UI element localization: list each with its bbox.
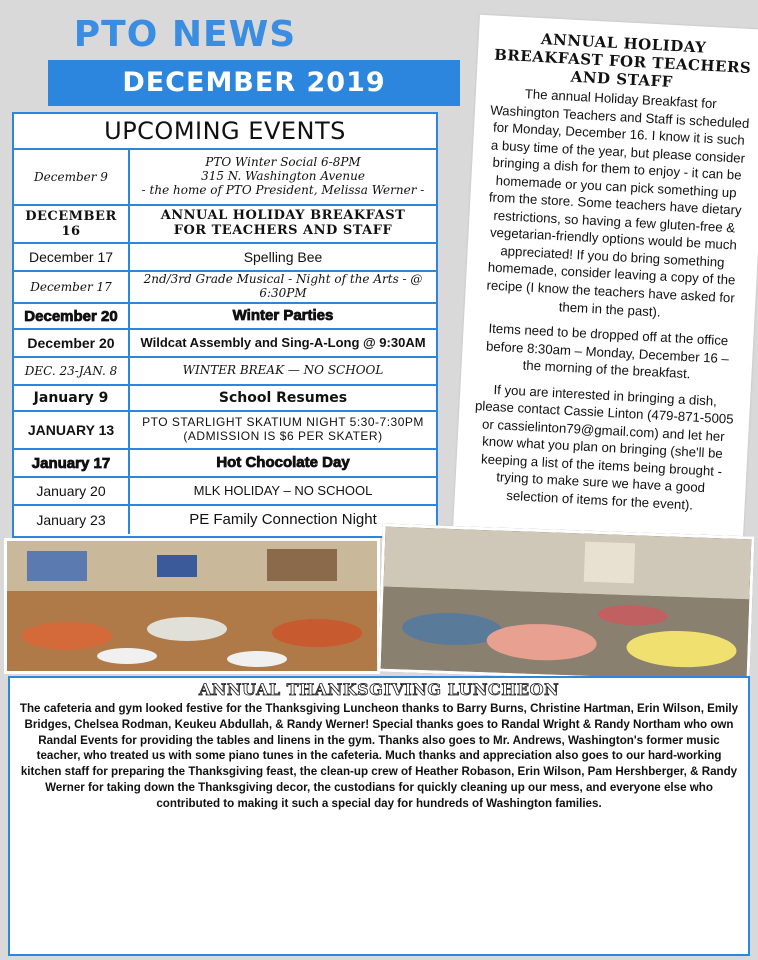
luncheon-text: The cafeteria and gym looked festive for the Thanksgiving Luncheon thanks to Barry Burns, Christine Hartman, Erin Wilson, Emily Bridges, Chelsea Rodman, Keukeu Abdullah, & Randy Werner! Special thanks goes to Randal Wright & Randy Northam who own Randal Events for providing the tables and linens in the gym. Thanks also goes to Mr. Andrews, Washington's former music teacher, who treated us with some piano tunes in the cafeteria. Much thanks and appreciation also goes to our hard-working kitchen staff for preparing the Thanksgiving feast, the clean-up crew of Heather Robason, Erin Wilson, Pam Hershberger, & Randy Werner for taking down the Thanksgiving decor, the custodians for quickly cleaning up our mess, and everyone else who contributed to making it such a special day for hundreds of Washington families. <box>19 702 739 810</box>
event-line: ANNUAL HOLIDAY BREAKFAST <box>160 208 406 224</box>
event-line: PTO STARLIGHT SKATIUM NIGHT 5:30-7:30PM <box>142 415 424 430</box>
event-line: MLK HOLIDAY – NO SCHOOL <box>193 482 373 498</box>
event-date: January 20 <box>14 478 130 504</box>
event-date: December 17 <box>14 272 130 302</box>
event-row <box>14 506 436 534</box>
event-date: JANUARY 13 <box>14 412 130 448</box>
event-desc <box>130 150 436 204</box>
event-row <box>14 358 436 386</box>
event-desc <box>130 358 436 384</box>
event-desc <box>130 330 436 356</box>
event-line: - the home of PTO President, Melissa Werner - <box>141 182 425 197</box>
event-desc <box>130 244 436 270</box>
event-desc <box>130 478 436 504</box>
event-desc <box>130 412 436 448</box>
event-date: DECEMBER 16 <box>14 206 130 242</box>
luncheon-title: ANNUAL THANKSGIVING LUNCHEON <box>198 680 560 699</box>
event-line: WINTER BREAK — NO SCHOOL <box>182 363 384 378</box>
event-date: January 23 <box>14 506 130 534</box>
event-row <box>14 304 436 330</box>
breakfast-paragraph: The annual Holiday Breakfast for Washington Teachers and Staff is scheduled for Monday, December 16. I know it is such a busy time of the year, but please consider bringing a dish for them to enjoy - it can be homemade or you can pick something up from the store. Some teachers have dietary restrictions, so having a few gluten-free & vegetarian-friendly options would be much appreciated! If you do bring something homemade, consider leaving a copy of the recipe (I know the teachers have asked for them in the past). <box>486 86 750 320</box>
breakfast-title: ANNUAL HOLIDAY BREAKFAST FOR TEACHERS AND STAFF <box>493 30 752 91</box>
event-date: December 20 <box>14 304 130 328</box>
event-date: January 9 <box>14 386 130 410</box>
event-date: January 17 <box>14 450 130 476</box>
breakfast-paragraph: If you are interested in bringing a dish, please contact Cassie Linton (479-871-5005 or cassielinton79@gmail.com) and let her know what you plan on bringing (she'll be keeping a list of the items being brought - trying to make sure we have a good selection of items for the event). <box>474 381 734 513</box>
event-line: School Resumes <box>218 389 348 406</box>
event-row <box>14 150 436 206</box>
newsletter-title: PTO NEWS <box>73 14 297 55</box>
events-heading: UPCOMING EVENTS <box>14 114 436 150</box>
event-row <box>14 206 436 244</box>
gym-luncheon-photo <box>4 538 380 674</box>
event-line: Spelling Bee <box>243 248 323 265</box>
event-row <box>14 244 436 272</box>
event-row <box>14 478 436 506</box>
event-line: (ADMISSION IS $6 PER SKATER) <box>183 429 383 443</box>
thanksgiving-section <box>8 676 750 956</box>
event-line: Hot Chocolate Day <box>216 454 350 472</box>
event-date: December 20 <box>14 330 130 356</box>
event-line: Winter Parties <box>232 307 334 325</box>
upcoming-events-table <box>12 112 438 538</box>
event-date: December 9 <box>14 150 130 204</box>
event-row <box>14 330 436 358</box>
event-line: PTO Winter Social 6-8PM <box>205 155 361 170</box>
event-desc <box>130 304 436 328</box>
breakfast-notice <box>452 15 758 555</box>
event-line: 315 N. Washington Avenue <box>201 169 365 184</box>
breakfast-paragraph: Items need to be dropped off at the office before 8:30am – Monday, December 16 – the morning of the breakfast. <box>485 320 730 382</box>
event-desc <box>130 450 436 476</box>
event-row <box>14 386 436 412</box>
event-row <box>14 450 436 478</box>
event-line: PE Family Connection Night <box>189 511 377 529</box>
event-line: FOR TEACHERS AND STAFF <box>173 223 393 238</box>
event-row <box>14 412 436 450</box>
cafeteria-luncheon-photo <box>378 524 755 685</box>
event-date: December 17 <box>14 244 130 270</box>
event-desc <box>130 272 436 302</box>
event-line: 2nd/3rd Grade Musical - Night of the Arts - @ 6:30PM <box>143 272 423 300</box>
event-row <box>14 272 436 304</box>
event-line: Wildcat Assembly and Sing-A-Long @ 9:30AM <box>140 334 426 350</box>
event-desc <box>130 206 436 242</box>
event-desc <box>130 386 436 410</box>
month-banner: DECEMBER 2019 <box>48 60 460 106</box>
event-date: DEC. 23-JAN. 8 <box>14 358 130 384</box>
